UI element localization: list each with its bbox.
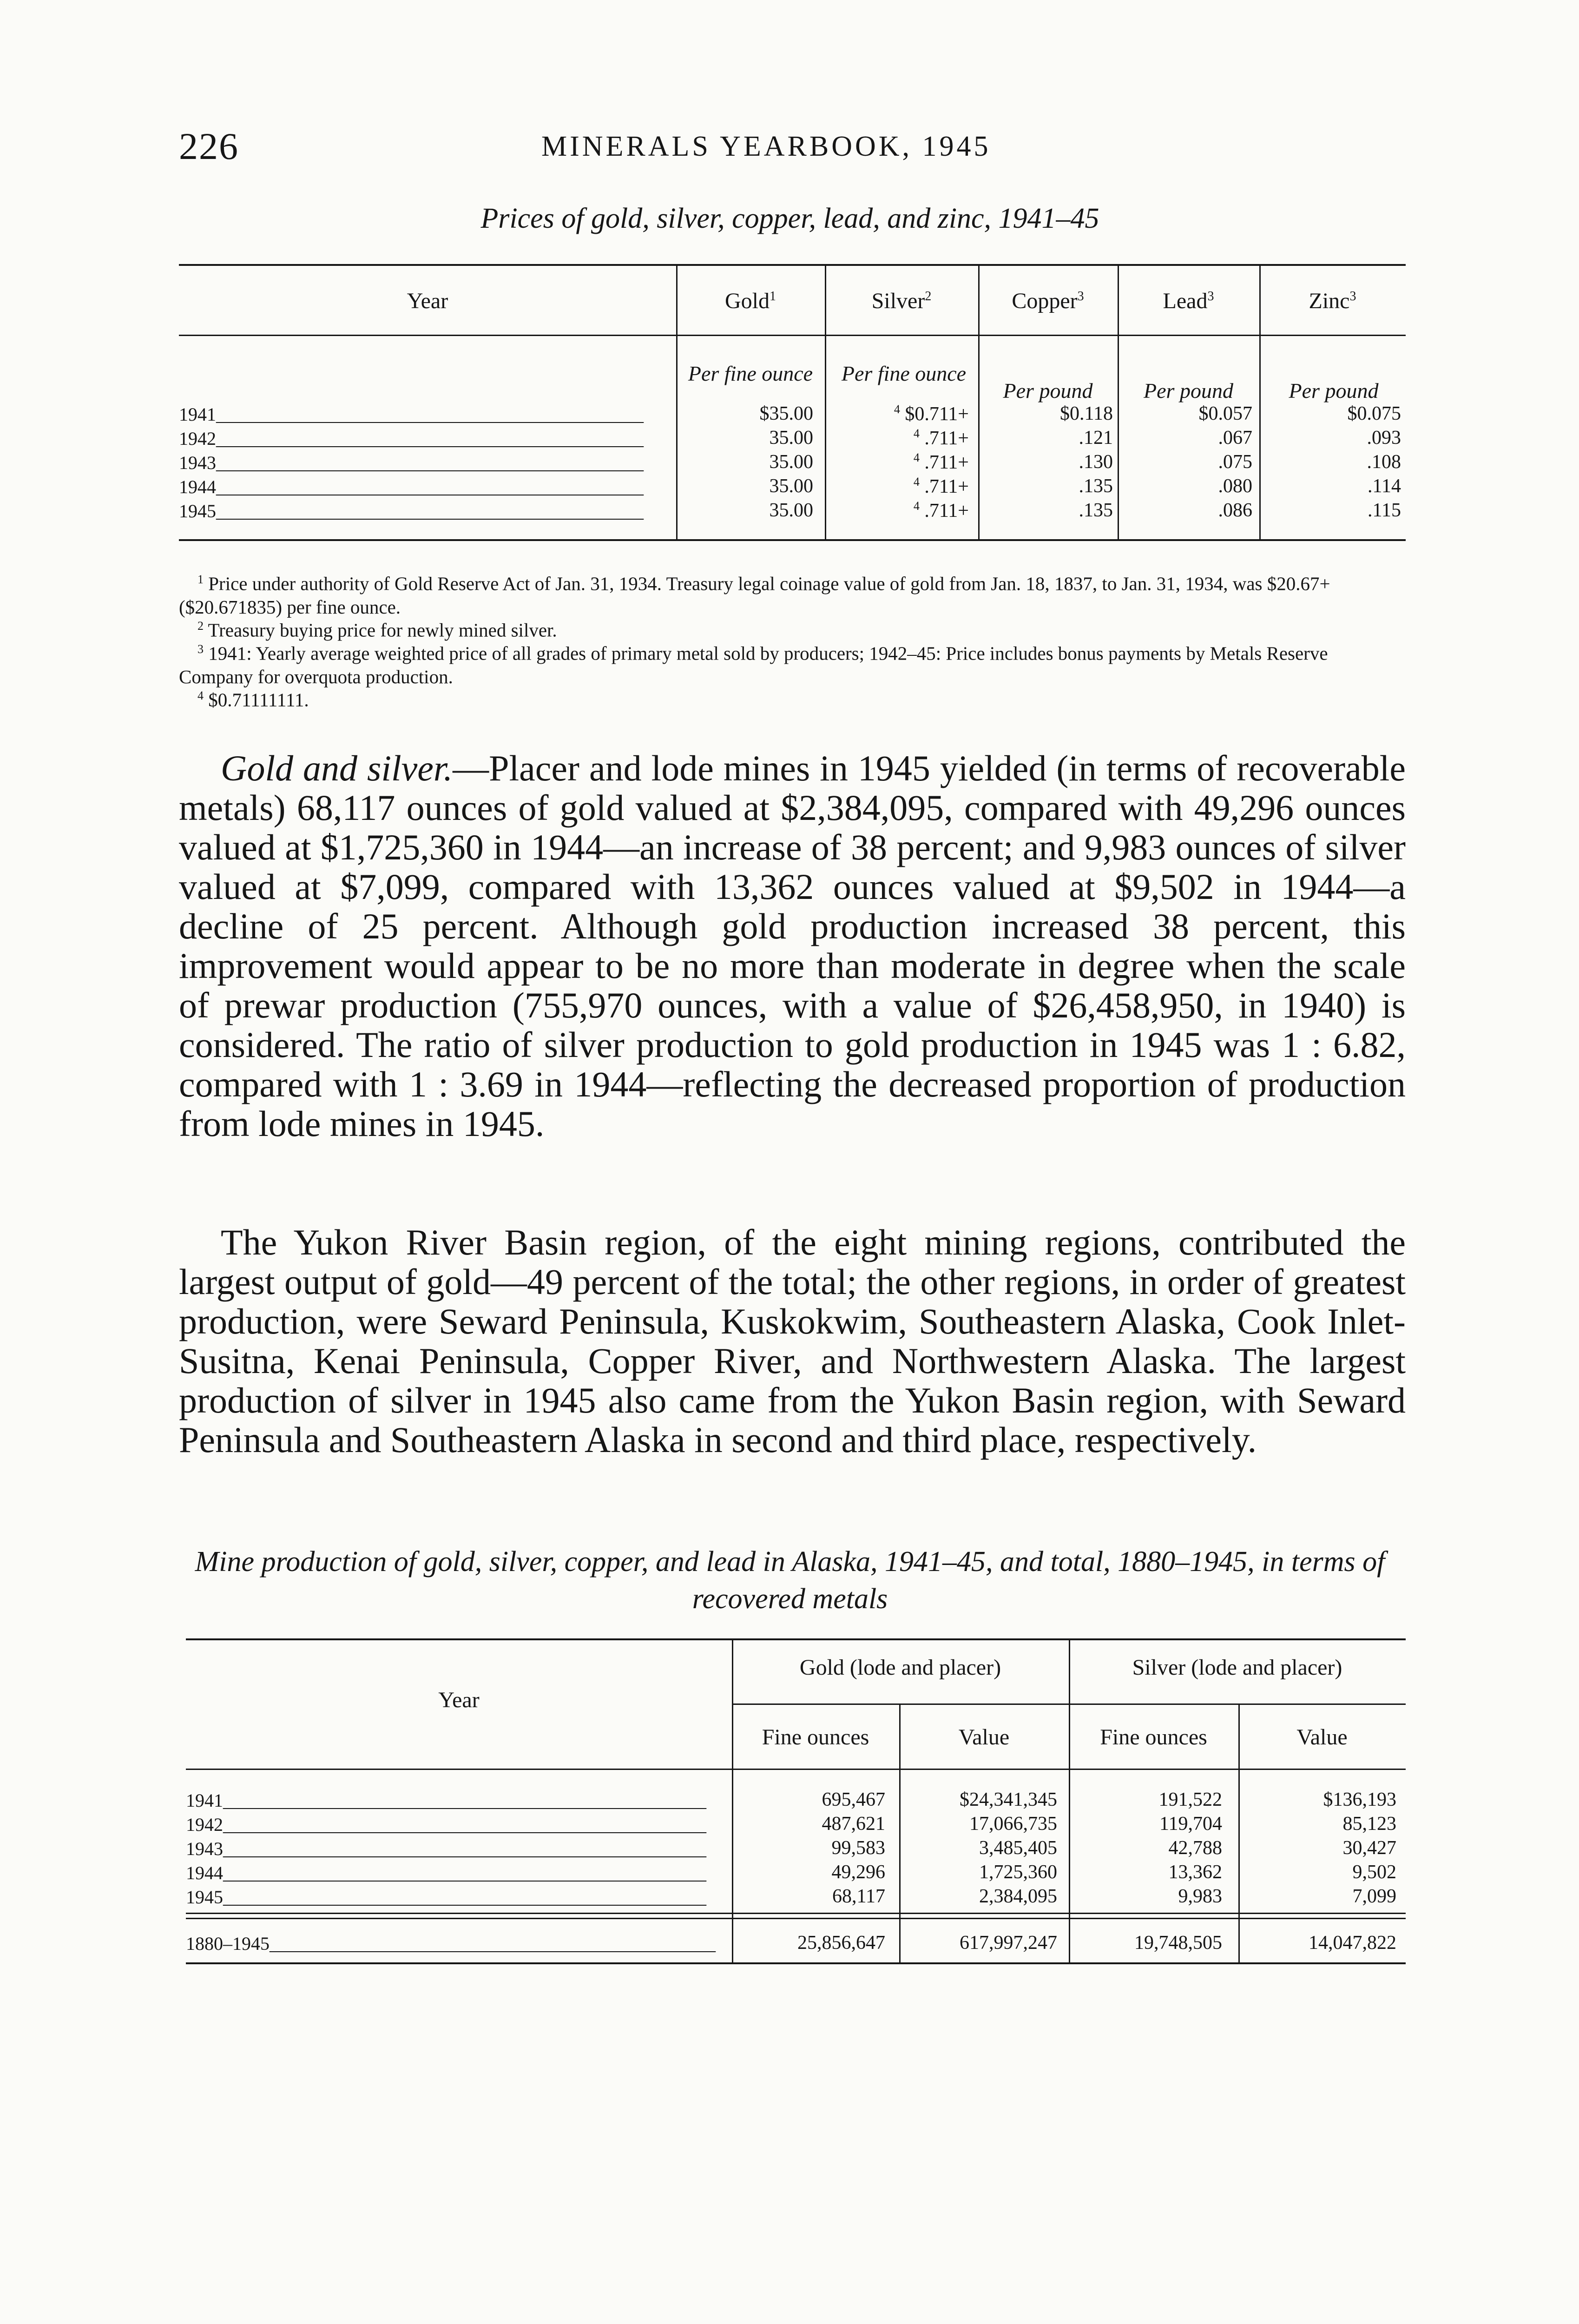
table2-year: 1945____________________________________________________ bbox=[186, 1887, 706, 1908]
table2-gold-oz-cell: 99,583 bbox=[831, 1837, 885, 1859]
table1-footnote: $^3$ 1941: Yearly average weighted price of all grades of primary metal sold by producers; 1942–45: Price includes bonus payments by Metals Reserve Company for overquota production. bbox=[179, 642, 1328, 687]
table1-header-year: Year bbox=[407, 289, 448, 313]
table1-copper-cell: .121 bbox=[1079, 427, 1113, 449]
table1-gold-cell: 35.00 bbox=[769, 451, 813, 473]
table1-lead-cell: .075 bbox=[1218, 451, 1252, 473]
table1-copper-cell: $0.118 bbox=[1060, 403, 1113, 424]
table2-gold-oz-cell: 49,296 bbox=[831, 1862, 885, 1883]
table1-year: 1945______________________________________________ bbox=[179, 501, 644, 522]
table2-silver-oz-cell: 119,704 bbox=[1159, 1813, 1222, 1835]
table1-footnote: $^2$ Treasury buying price for newly mined silver. bbox=[197, 619, 557, 641]
table2-silver-value-cell: 30,427 bbox=[1342, 1837, 1396, 1859]
table1-header-silver: Silver$^2$ bbox=[871, 289, 932, 313]
table1-lead-cell: .067 bbox=[1218, 427, 1252, 449]
table1-bottom-rule bbox=[179, 539, 1406, 541]
table1-header-copper: Copper$^3$ bbox=[1012, 289, 1084, 313]
table1-copper-cell: .135 bbox=[1079, 475, 1113, 497]
running-head: MINERALS YEARBOOK, 1945 bbox=[541, 131, 991, 162]
table2-header-silver-group: Silver (lode and placer) bbox=[1132, 1655, 1342, 1680]
table2-silver-value-cell: $136,193 bbox=[1323, 1789, 1396, 1810]
table1-year: 1941______________________________________________ bbox=[179, 404, 644, 425]
table1-unit-zinc: Per pound bbox=[1289, 379, 1379, 403]
table2-col-divider bbox=[732, 1639, 733, 1962]
table1-header-rule bbox=[179, 335, 1406, 336]
table1-footnote: $^1$ Price under authority of Gold Reserve Act of Jan. 31, 1934. Treasury legal coinage value of gold from Jan. 18, 1837, to Jan. 31, 1934, was $20.67+($20.671835) per fine ounce. bbox=[179, 573, 1330, 618]
table2-total-silver-oz: 19,748,505 bbox=[1134, 1932, 1222, 1954]
table2-header-gold-value: Value bbox=[958, 1725, 1010, 1750]
table1-zinc-cell: .108 bbox=[1367, 451, 1401, 473]
table1-zinc-cell: .115 bbox=[1368, 500, 1401, 521]
table2-total-silver-value: 14,047,822 bbox=[1309, 1932, 1396, 1954]
table1-silver-cell: $^4$ .711+ bbox=[913, 475, 969, 497]
table1-lead-cell: .080 bbox=[1218, 475, 1252, 497]
table2-header-silver-value: Value bbox=[1296, 1725, 1348, 1750]
table1-unit-silver: Per fine ounce bbox=[841, 362, 967, 385]
table2-silver-value-cell: 9,502 bbox=[1352, 1862, 1396, 1883]
table1-gold-cell: 35.00 bbox=[769, 475, 813, 497]
table2-header-year: Year bbox=[438, 1688, 480, 1712]
table2-year: 1944____________________________________________________ bbox=[186, 1862, 706, 1883]
table2-header-gold-group: Gold (lode and placer) bbox=[799, 1655, 1001, 1680]
table2-silver-value-cell: 7,099 bbox=[1352, 1886, 1396, 1907]
page-number: 226 bbox=[179, 125, 239, 167]
table2-gold-oz-cell: 695,467 bbox=[822, 1789, 885, 1810]
table1-zinc-cell: .114 bbox=[1368, 475, 1401, 497]
table1-copper-cell: .135 bbox=[1079, 500, 1113, 521]
table2-total-gold-value: 617,997,247 bbox=[960, 1932, 1057, 1954]
table1-caption: Prices of gold, silver, copper, lead, and zinc, 1941–45 bbox=[480, 203, 1099, 234]
table1-header-lead: Lead$^3$ bbox=[1163, 289, 1214, 313]
table2-gold-oz-cell: 68,117 bbox=[832, 1886, 885, 1907]
table1-gold-cell: 35.00 bbox=[769, 500, 813, 521]
table1-header-gold: Gold$^1$ bbox=[725, 289, 776, 313]
table2-silver-oz-cell: 9,983 bbox=[1178, 1886, 1222, 1907]
table1-top-rule bbox=[179, 264, 1406, 266]
table2-top-rule bbox=[186, 1638, 1406, 1640]
table2-gold-value-cell: 1,725,360 bbox=[979, 1862, 1057, 1883]
table1-gold-cell: 35.00 bbox=[769, 427, 813, 449]
table2-col-divider bbox=[1069, 1639, 1070, 1962]
body-paragraph-regions: The Yukon River Basin region, of the eight mining regions, contributed the largest output of gold—49 percent of the total; the other regions, in order of greatest production, were Seward Peninsula, Kuskokwim, Southeastern Alaska, Cook Inlet-Susitna, Kenai Peninsula, Copper River, and Northwestern Alaska. The largest production of silver in 1945 also came from the Yukon Basin region, with Seward Peninsula and Southeastern Alaska in second and third place, respectively. bbox=[179, 1222, 1406, 1460]
table1-copper-cell: .130 bbox=[1079, 451, 1113, 473]
table2-header-rule bbox=[186, 1769, 1406, 1770]
table1-header-zinc: Zinc$^3$ bbox=[1309, 289, 1356, 313]
table1-year: 1944______________________________________________ bbox=[179, 476, 644, 497]
table1-silver-cell: $^4$ .711+ bbox=[913, 427, 969, 449]
table1-lead-cell: $0.057 bbox=[1198, 403, 1252, 424]
table1-unit-gold: Per fine ounce bbox=[688, 362, 813, 385]
table2-gold-value-cell: $24,341,345 bbox=[960, 1789, 1057, 1810]
table1-lead-cell: .086 bbox=[1218, 500, 1252, 521]
table2-caption: Mine production of gold, silver, copper, and lead in Alaska, 1941–45, and total, 1880–1945, in terms of recovered metals bbox=[195, 1546, 1385, 1615]
table2-total-label: 1880–1945________________________________________________ bbox=[186, 1933, 716, 1954]
table2-year: 1941____________________________________________________ bbox=[186, 1790, 706, 1811]
table2-total-gold-oz: 25,856,647 bbox=[797, 1932, 885, 1954]
table2-silver-oz-cell: 42,788 bbox=[1168, 1837, 1222, 1859]
paragraph-run-in-head: Gold and silver. bbox=[221, 748, 453, 788]
table1-zinc-cell: $0.075 bbox=[1347, 403, 1401, 424]
table2-gold-value-cell: 3,485,405 bbox=[979, 1837, 1057, 1859]
table2-header-silver-ounces: Fine ounces bbox=[1100, 1725, 1207, 1750]
table2-total-rule bbox=[186, 1913, 1406, 1914]
table2-gold-oz-cell: 487,621 bbox=[822, 1813, 885, 1835]
table1-unit-copper: Per pound bbox=[1003, 379, 1093, 403]
table2-bottom-rule bbox=[186, 1962, 1406, 1964]
table2-year: 1943____________________________________________________ bbox=[186, 1838, 706, 1859]
table1-silver-cell: $^4$ .711+ bbox=[913, 451, 969, 473]
body-paragraph-gold-silver: Gold and silver.—Placer and lode mines in 1945 yielded (in terms of recoverable metals) 68,117 ounces of gold valued at $2,384,095, compared with 49,296 ounces valued at $1,725,360 in 1944—an increase of 38 percent; and 9,983 ounces of silver valued at $7,099, compared with 13,362 ounces valued at $9,502 in 1944—a decline of 25 percent. Although gold production increased 38 percent, this improvement would appear to be no more than moderate in degree when the scale of prewar production (755,970 ounces, with a value of $26,458,950, in 1940) is considered. The ratio of silver production to gold production in 1945 was 1 : 6.82, compared with 1 : 3.69 in 1944—reflecting the decreased proportion of production from lode mines in 1945. bbox=[179, 748, 1406, 1144]
table2-silver-oz-cell: 191,522 bbox=[1158, 1789, 1222, 1810]
table2-silver-value-cell: 85,123 bbox=[1342, 1813, 1396, 1835]
table1-gold-cell: $35.00 bbox=[759, 403, 813, 424]
table1-silver-cell: $^4$ $0.711+ bbox=[894, 403, 969, 425]
table1-zinc-cell: .093 bbox=[1367, 427, 1401, 449]
table2-gold-value-cell: 17,066,735 bbox=[969, 1813, 1057, 1835]
table2-year: 1942____________________________________________________ bbox=[186, 1814, 706, 1835]
table1-silver-cell: $^4$ .711+ bbox=[913, 499, 969, 522]
table1-footnote: $^4$ $0.71111111. bbox=[197, 689, 309, 711]
table2-header-gold-ounces: Fine ounces bbox=[762, 1725, 869, 1750]
table1-year: 1942______________________________________________ bbox=[179, 428, 644, 449]
table1-unit-lead: Per pound bbox=[1144, 379, 1233, 403]
table2-total-rule bbox=[186, 1918, 1406, 1919]
table2-silver-oz-cell: 13,362 bbox=[1168, 1862, 1222, 1883]
table1-year: 1943______________________________________________ bbox=[179, 452, 644, 473]
table2-gold-value-cell: 2,384,095 bbox=[979, 1886, 1057, 1907]
